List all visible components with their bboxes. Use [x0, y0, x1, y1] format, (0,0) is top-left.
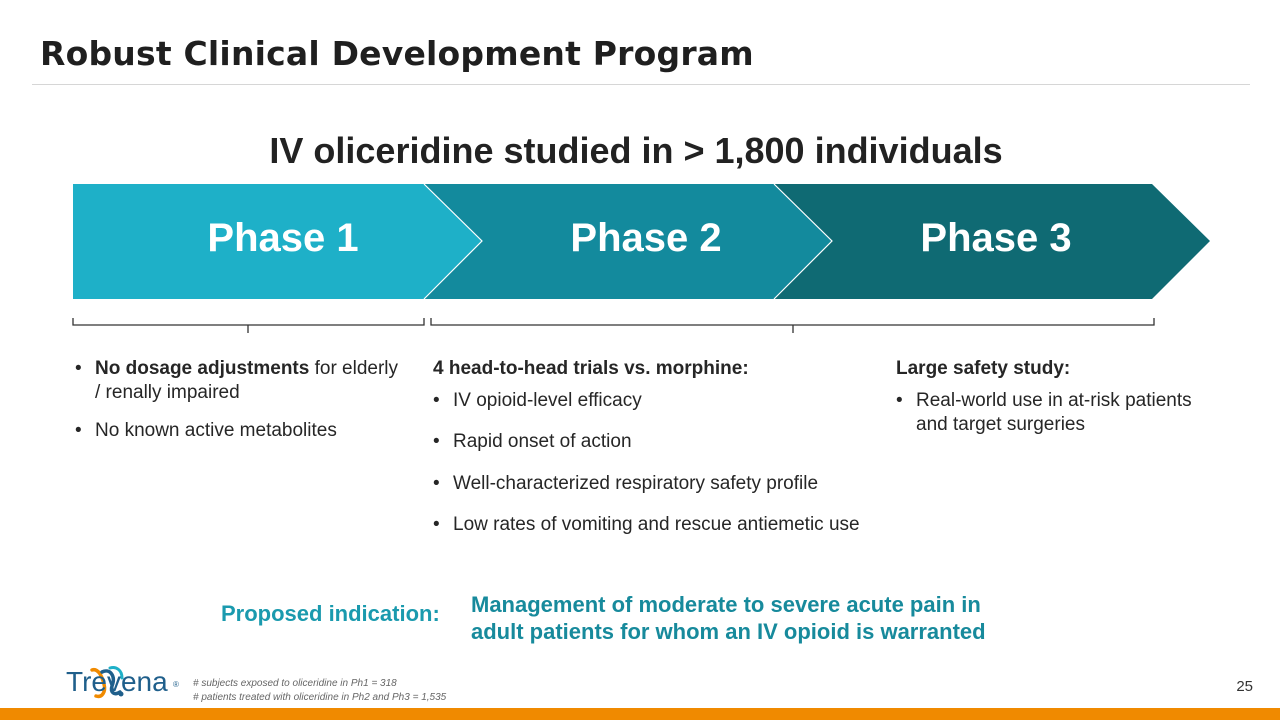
phase-3-label: Phase 3	[920, 216, 1072, 260]
indication-line-2: adult patients for whom an IV opioid is warranted	[471, 619, 986, 644]
list-item	[433, 430, 933, 454]
indication-text	[471, 591, 986, 645]
bullet-icon: •	[75, 358, 82, 379]
bullet-icon: •	[433, 473, 440, 494]
phase-2-label: Phase 2	[570, 216, 722, 260]
phase-1-bracket	[73, 318, 424, 333]
indication-label: Proposed indication:	[221, 601, 440, 626]
bullet-icon: •	[433, 390, 440, 411]
page-title: Robust Clinical Development Program	[40, 34, 754, 73]
list-item	[75, 357, 405, 405]
phase-2-bullet-text: Low rates of vomiting and rescue antiemetic use	[453, 514, 860, 535]
list-item	[75, 419, 405, 443]
footnote-1: # subjects exposed to oliceridine in Ph1 = 318	[193, 678, 397, 689]
bullet-icon: •	[75, 420, 82, 441]
footnotes	[193, 677, 446, 705]
phase-2-notes	[433, 357, 933, 537]
phase-2-bullet-text: Well-characterized respiratory safety profile	[453, 473, 819, 494]
phase-1-bullet-1-bold: No dosage adjustments	[95, 358, 310, 379]
phase-2-bullet-text: IV opioid-level efficacy	[453, 390, 642, 411]
subtitle: IV oliceridine studied in > 1,800 individuals	[269, 130, 1003, 171]
phase-3-notes	[896, 357, 1196, 437]
phase-1-label: Phase 1	[207, 216, 359, 260]
bullet-icon: •	[433, 431, 440, 452]
bullet-icon: •	[433, 514, 440, 535]
phase-2-bullet-text: Rapid onset of action	[453, 431, 632, 452]
list-item	[433, 513, 933, 537]
phase-1-bullet-1-text: for elderly / renally impaired	[95, 358, 399, 403]
phase-2-heading: 4 head-to-head trials vs. morphine:	[433, 358, 749, 379]
phase-1-notes	[75, 357, 405, 443]
bottom-accent-bar	[0, 708, 1280, 720]
logo-registered-mark: ®	[173, 680, 179, 689]
list-item	[896, 389, 1196, 437]
phase-3-bullet-text: Real-world use in at-risk patients and target surgeries	[916, 390, 1192, 435]
phase-2-3-bracket	[431, 318, 1154, 333]
list-item	[433, 472, 933, 496]
bullet-icon: •	[896, 390, 903, 411]
indication-line-1: Management of moderate to severe acute pain in	[471, 592, 981, 617]
phase-1-bullet-2-text: No known active metabolites	[95, 420, 337, 441]
logo-wordmark: Trevena	[66, 666, 168, 697]
phase-3-heading: Large safety study:	[896, 358, 1071, 379]
page-number: 25	[1236, 678, 1253, 695]
footnote-2: # patients treated with oliceridine in Ph2 and Ph3 = 1,535	[193, 692, 447, 703]
list-item	[433, 389, 933, 413]
